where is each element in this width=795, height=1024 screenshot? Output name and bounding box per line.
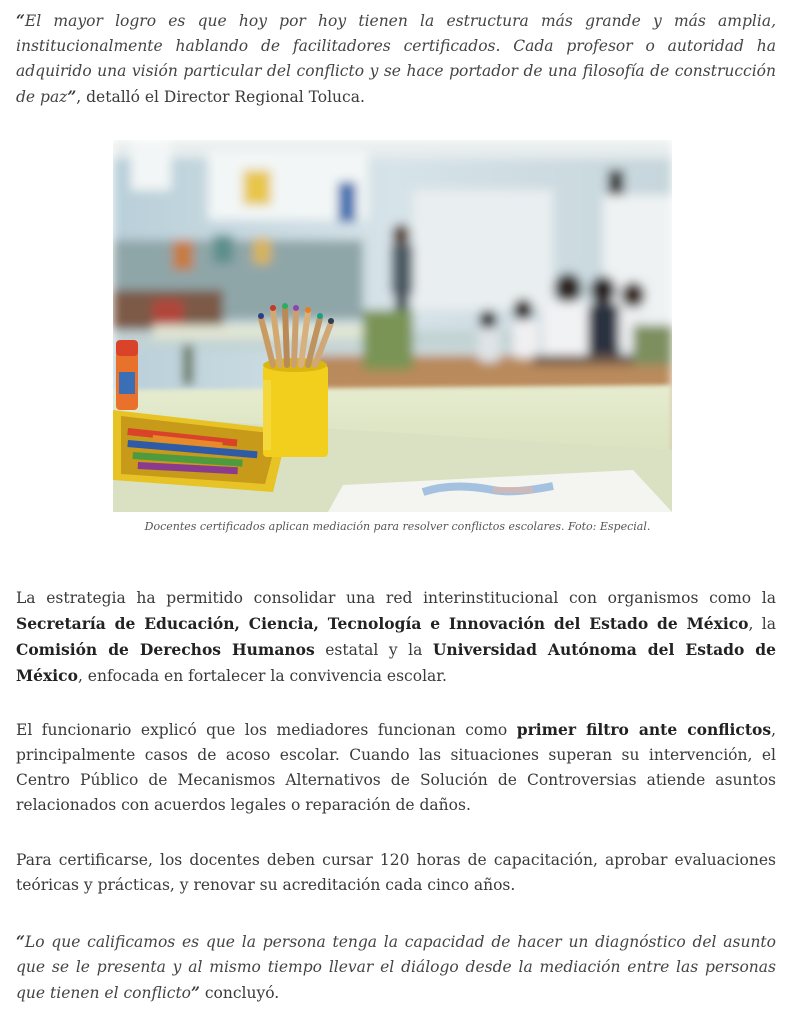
- quote-text: Lo que calificamos es que la persona tenga la capacidad de hacer un diagnóstico del asunto que se le presenta y al mismo tiempo llevar el diálogo desde la mediación entre las personas que tienen el conflicto: [16, 933, 776, 1002]
- bold-secretaria: Secretaría de Educación, Ciencia, Tecnología e Innovación del Estado de México: [16, 614, 749, 633]
- paragraph-quote-2: [16, 929, 776, 1006]
- quote-attribution: , detalló el Director Regional Toluca.: [76, 88, 365, 106]
- open-quote-mark: “: [16, 932, 25, 951]
- text-run: , principalmente casos de acoso escolar. Cuando las situaciones superan su intervención, el Centro Público de Mecanismos Alternativos de Solución de Controversias atiende asuntos relacionados con acuerdos legales o reparación de daños.: [16, 721, 776, 814]
- text-run: estatal y la: [314, 641, 433, 659]
- classroom-image: [113, 140, 672, 512]
- paragraph-2: [16, 586, 776, 689]
- quote-attribution: concluyó.: [199, 984, 280, 1002]
- text-run: La estrategia ha permitido consolidar una red interinstitucional con organismos como la: [16, 589, 776, 607]
- close-quote-mark: ”: [67, 87, 77, 106]
- open-quote-mark: “: [16, 11, 25, 30]
- close-quote-mark: ”: [191, 983, 200, 1002]
- text-run: , la: [748, 615, 776, 633]
- bold-comision: Comisión de Derechos Humanos: [16, 640, 315, 659]
- bold-primer-filtro: primer filtro ante conflictos: [516, 720, 772, 739]
- paragraph-4: Para certificarse, los docentes deben cursar 120 horas de capacitación, aprobar evaluaciones teóricas y prácticas, y renovar su acreditación cada cinco años.: [16, 851, 776, 894]
- bold-universidad: Universidad Autónoma del Estado de México: [16, 640, 777, 685]
- paragraph-quote-1: [16, 8, 776, 110]
- classroom-photo: [113, 140, 672, 512]
- text-run: El funcionario explicó que los mediadores funcionan como: [16, 721, 517, 739]
- text-run: , enfocada en fortalecer la convivencia escolar.: [77, 667, 447, 685]
- photo-caption: Docentes certificados aplican mediación para resolver conflictos escolares. Foto: Especial.: [144, 520, 651, 533]
- paragraph-3: [16, 717, 776, 818]
- quote-text: El mayor logro es que hoy por hoy tienen la estructura más grande y más amplia, institucionalmente hablando de facilitadores certificados. Cada profesor o autoridad ha adquirido una visión particular del conflicto y se hace portador de una filosofía de construcción de paz: [16, 12, 776, 106]
